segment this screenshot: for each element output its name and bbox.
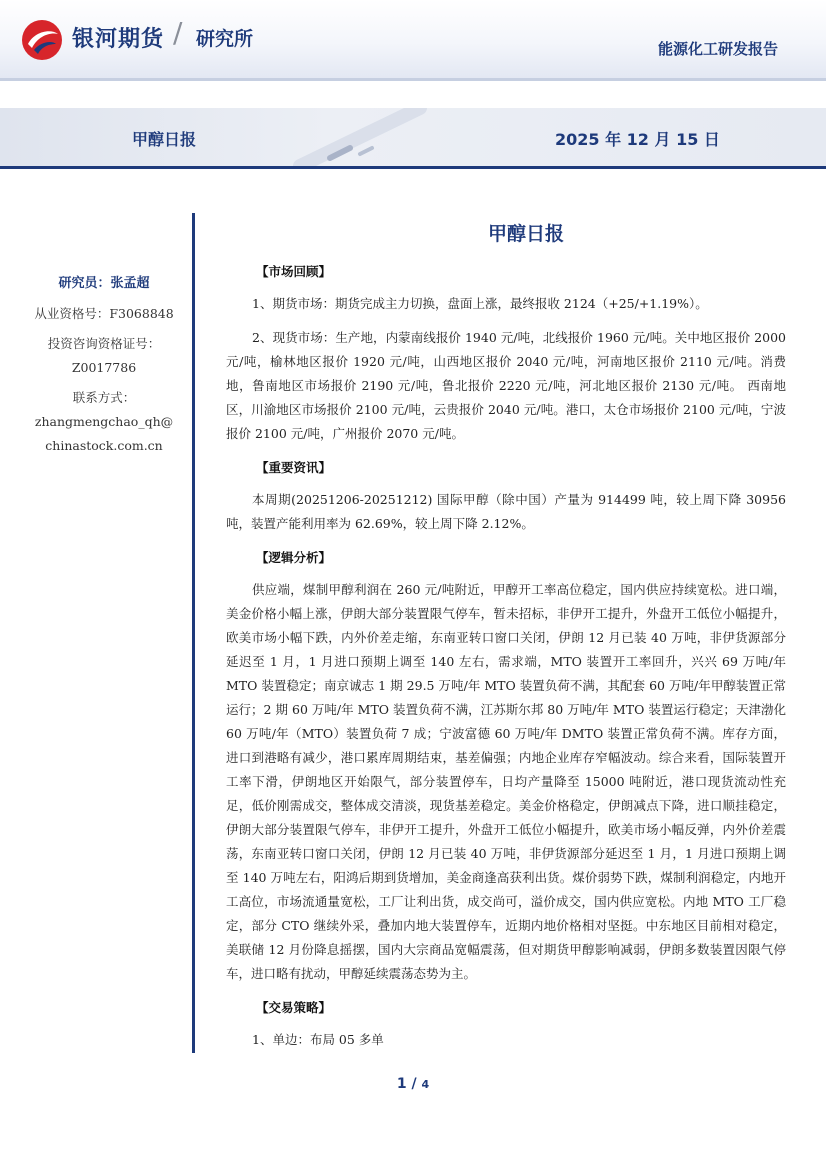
market-futures-paragraph: 1、期货市场：期货完成主力切换，盘面上涨，最终报收 2124（+25/+1.19%）。 [252, 296, 708, 311]
market-spot-paragraph: 2、现货市场：生产地，内蒙南线报价 1940 元/吨，北线报价 1960 元/吨。关中地区报价 2000 元/吨，榆林地区报价 1920 元/吨，山西地区报价 2040 元/吨，河南地区报价 2110 元/吨。消费地，鲁南地区市场报价 2190 元/吨，鲁北报价 2220 元/吨，河北地区报价 2130 元/吨。 西南地区，川渝地区市场报价 2100 元/吨，云贵报价 2040 元/吨。港口，太仓市场报价 2100 元/吨，宁波报价 2100 元/吨，广州报价 2070 元/吨。 [226, 330, 786, 441]
report-date: 2025 年 12 月 15 日 [555, 130, 720, 149]
qualification-number: 从业资格号：F3068848 [34, 306, 174, 321]
institute-name: 研究所 [196, 28, 254, 50]
advisory-label: 投资咨询资格证号： [47, 336, 161, 351]
advisory-number: Z0017786 [71, 360, 137, 375]
current-page: 1 / [396, 1076, 417, 1092]
author-sidebar [24, 272, 184, 458]
galaxy-logo-icon [20, 18, 64, 62]
section-heading-strategy: 【交易策略】 [256, 1000, 332, 1015]
email-line-1[interactable]: zhangmengchao_qh@ [34, 414, 174, 429]
report-body [226, 218, 786, 1062]
section-heading-news: 【重要资讯】 [256, 460, 332, 475]
page-number [0, 1076, 826, 1092]
band-title: 甲醇日报 [132, 130, 197, 149]
section-heading-logic: 【逻辑分析】 [256, 550, 332, 565]
column-divider [192, 213, 195, 1053]
email-line-2[interactable]: chinastock.com.cn [45, 438, 163, 453]
page-header [0, 0, 826, 78]
brand-divider: / [173, 16, 183, 49]
document-title: 甲醇日报 [487, 223, 564, 245]
logic-paragraph: 供应端，煤制甲醇利润在 260 元/吨附近，甲醇开工率高位稳定，国内供应持续宽松。进口端，美金价格小幅上涨，伊朗大部分装置限气停车，暂未招标，非伊开工提升，外盘开工低位小幅提升，欧美市场小幅下跌，内外价差走缩，东南亚转口窗口关闭，伊朗 12 月已装 40 万吨，非伊货源部分延迟至 1 月，1 月进口预期上调至 140 左右，需求端，MTO 装置开工率回升，兴兴 69 万吨/年 MTO 装置稳定；南京诚志 1 期 29.5 万吨/年 MTO 装置负荷不满，其配套 60 万吨/年甲醇装置正常运行；2 期 60 万吨/年 MTO 装置负荷不满，江苏斯尔邦 80 万吨/年 MTO 装置运行稳定；天津渤化 60 万吨/年（MTO）装置负荷 7 成；宁波富德 60 万吨/年 DMTO 装置正常负荷不满。库存方面，进口到港略有减少，港口累库周期结束，基差偏强；内地企业库存窄幅波动。综合来看，国际装置开工率下滑，伊朗地区开始限气，部分装置停车，日均产量降至 15000 吨附近，港口现货流动性充足，低价刚需成交，整体成交清淡，现货基差稳定。美金价格稳定，伊朗减点下降，进口顺挂稳定，伊朗大部分装置限气停车，非伊开工提升，外盘开工低位小幅提升，欧美市场小幅反弹，内外价差震荡，东南亚转口窗口关闭，伊朗 12 月已装 40 万吨，非伊货源部分延迟至 1 月，1 月进口预期上调至 140 万吨左右，阳鸿后期到货增加，美金商逢高获利出货。煤价弱势下跌，煤制利润稳定，内地开工高位，市场流通量宽松，工厂让利出货，成交尚可，溢价成交，国内供应宽松。内地 MTO 工厂稳定，部分 CTO 继续外采，叠加内地大装置停车，近期内地价格相对坚挺。中东地区目前相对稳定，美联储 12 月份降息摇摆，国内大宗商品宽幅震荡，但对期货甲醇影响减弱，伊朗多数装置因限气停车，进口略有扰动，甲醇延续震荡态势为主。 [226, 582, 786, 981]
section-heading-market-review: 【市场回顾】 [256, 264, 332, 279]
strategy-paragraph: 1、单边：布局 05 多单 [252, 1032, 384, 1047]
brand-name: 银河期货 [72, 27, 165, 52]
report-type: 能源化工研发报告 [657, 40, 778, 58]
contact-label: 联系方式： [72, 390, 136, 405]
news-paragraph: 本周期(20251206-20251212) 国际甲醇（除中国）产量为 914499 吨，较上周下降 30956 吨，装置产能利用率为 62.69%，较上周下降 2.12%。 [226, 492, 786, 531]
researcher-name: 研究员：张孟超 [58, 276, 150, 291]
total-pages: 4 [421, 1078, 430, 1091]
band-divider [0, 166, 826, 169]
header-divider [0, 78, 826, 81]
